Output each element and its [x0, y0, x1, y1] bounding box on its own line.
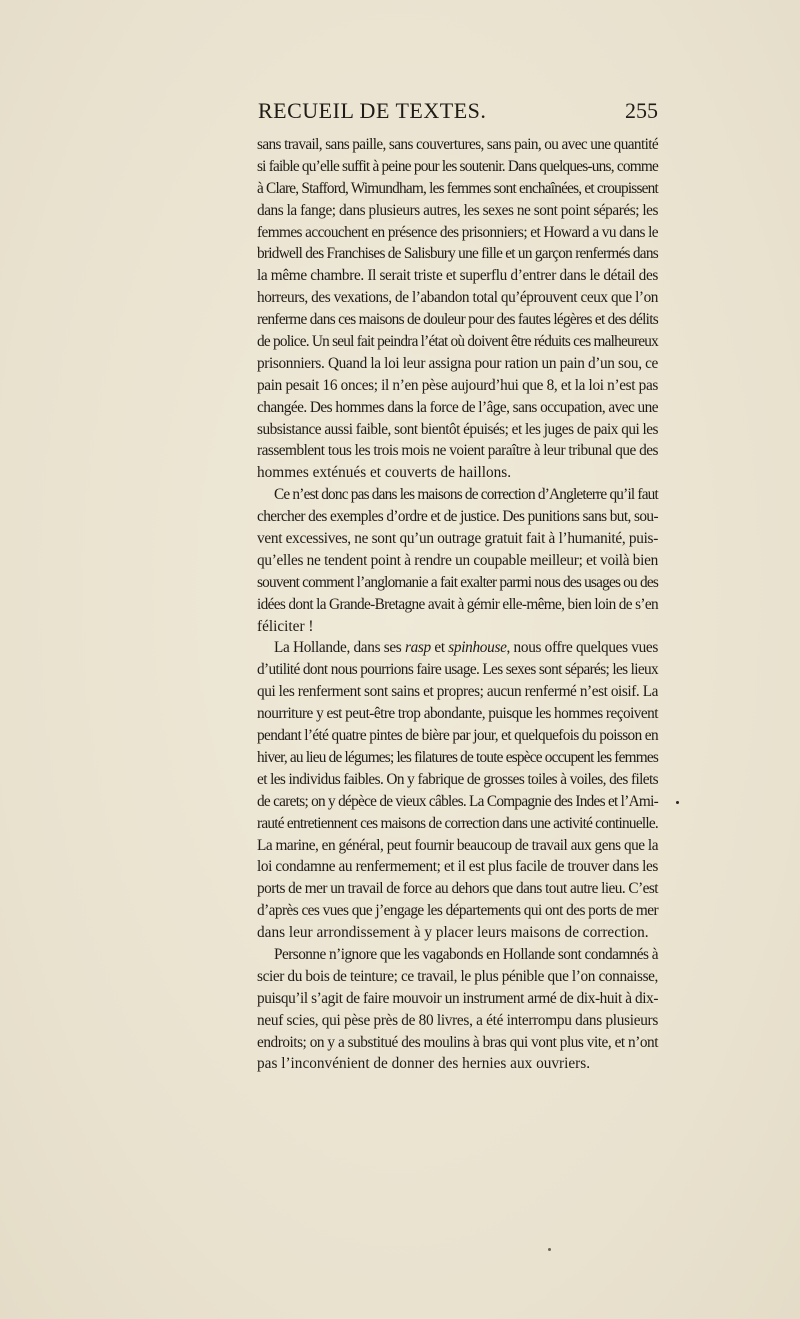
paper-speck	[548, 1248, 551, 1251]
text-line: de carets; on y dépèce de vieux câbles. La Compagnie des Indes et l’Ami-	[257, 792, 658, 810]
text-line: femmes accouchent en présence des prisonniers; et Howard a vu dans le	[257, 223, 658, 241]
text-line: scier du bois de teinture; ce travail, le plus pénible que l’on connaisse,	[257, 967, 658, 985]
text-line: rauté entretiennent ces maisons de correction dans une activité continuelle.	[257, 814, 658, 832]
text-line: souvent comment l’anglomanie a fait exalter parmi nous des usages ou des	[257, 573, 658, 591]
text-line: qu’elles ne tendent point à rendre un coupable meilleur; et voilà bien	[257, 551, 658, 569]
text-line: féliciter !	[257, 617, 314, 635]
text-line: loi condamne au renfermement; et il est plus facile de trouver dans les	[257, 858, 658, 876]
text-line: idées dont la Grande-Bretagne avait à gémir elle-même, bien loin de s’en	[257, 595, 658, 613]
text-line: Ce n’est donc pas dans les maisons de correction d’Angleterre qu’il faut	[274, 486, 658, 504]
text-line: à Clare, Stafford, Wimundham, les femmes sont enchaînées, et croupissent	[257, 179, 658, 197]
text-line: hommes exténués et couverts de haillons.	[257, 464, 512, 482]
text-line: renferme dans ces maisons de douleur pour des fautes légères et des délits	[257, 311, 658, 329]
running-head	[258, 96, 658, 126]
text-line: La Hollande, dans ses rasp et spinhouse, nous offre quelques vues	[274, 639, 658, 657]
text-line: ports de mer un travail de force au dehors que dans tout autre lieu. C’est	[257, 880, 658, 898]
text-line: et les individus faibles. On y fabrique de grosses toiles à voiles, des filets	[257, 770, 658, 788]
text-line: subsistance aussi faible, sont bientôt épuisés; et les juges de paix qui les	[257, 420, 658, 438]
text-line: rassemblent tous les trois mois ne voient paraître à leur tribunal que des	[257, 442, 658, 460]
text-line: de police. Un seul fait peindra l’état où doivent être réduits ces malheureux	[257, 333, 658, 351]
text-line: sans travail, sans paille, sans couvertures, sans pain, ou avec une quantité	[257, 136, 658, 153]
text-line: si faible qu’elle suffit à peine pour les soutenir. Dans quelques-uns, comme	[257, 157, 658, 175]
text-line: changée. Des hommes dans la force de l’âge, sans occupation, avec une	[257, 398, 658, 416]
text-line: dans leur arrondissement à y placer leurs maisons de correction.	[257, 924, 649, 942]
page-number: 255	[625, 98, 658, 123]
text-line: endroits; on y a substitué des moulins à bras qui vont plus vite, et n’ont	[257, 1033, 658, 1051]
text-line: pain pesait 16 onces; il n’en pèse aujourd’hui que 8, et la loi n’est pas	[257, 376, 658, 394]
text-line: d’utilité dont nous pourrions faire usage. Les sexes sont séparés; les lieux	[257, 661, 658, 679]
text-line: la même chambre. Il serait triste et superflu d’entrer dans le détail des	[257, 267, 658, 285]
text-line: d’après ces vues que j’engage les départements qui ont des ports de mer	[257, 902, 658, 920]
body-text	[257, 134, 658, 1075]
text-line: horreurs, des vexations, de l’abandon total qu’éprouvent ceux que l’on	[257, 289, 658, 307]
text-line: Personne n’ignore que les vagabonds en Hollande sont condamnés à	[274, 945, 658, 963]
text-line: prisonniers. Quand la loi leur assigna pour ration un pain d’un sou, ce	[257, 354, 658, 372]
text-line: pas l’inconvénient de donner des hernies aux ouvriers.	[257, 1055, 591, 1073]
running-title: RECUEIL DE TEXTES.	[258, 98, 487, 123]
text-line: pendant l’été quatre pintes de bière par jour, et quelquefois du poisson en	[257, 727, 659, 745]
text-line: hiver, au lieu de légumes; les filatures de toute espèce occupent les femmes	[257, 748, 658, 766]
text-line: neuf scies, qui pèse près de 80 livres, a été interrompu dans plusieurs	[257, 1011, 658, 1029]
text-line: dans la fange; dans plusieurs autres, les sexes ne sont point séparés; les	[257, 201, 658, 219]
text-line: bridwell des Franchises de Salisbury une fille et un garçon renfermés dans	[257, 245, 658, 263]
text-line: chercher des exemples d’ordre et de justice. Des punitions sans but, sou-	[257, 508, 658, 526]
text-line: qui les renferment sont sains et propres; aucun renfermé n’est oisif. La	[257, 683, 658, 701]
text-line: nourriture y est peut-être trop abondante, puisque les hommes reçoivent	[257, 705, 658, 723]
text-line: puisqu’il s’agit de faire mouvoir un instrument armé de dix-huit à dix-	[257, 989, 658, 1007]
margin-mark	[676, 801, 679, 804]
text-line: vent excessives, ne sont qu’un outrage gratuit fait à l’humanité, puis-	[257, 530, 658, 548]
text-line: La marine, en général, peut fournir beaucoup de travail aux gens que la	[257, 836, 658, 854]
